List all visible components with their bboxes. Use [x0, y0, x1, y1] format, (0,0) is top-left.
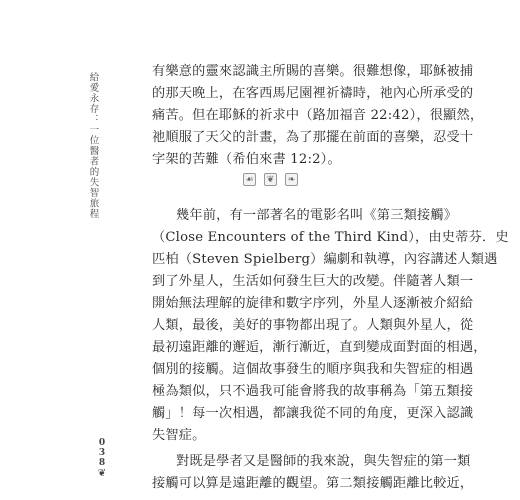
body-text-line: 匹柏（Steven Spielberg）編劇和執導，內容講述人類遇 [152, 252, 498, 267]
body-text-line: 失智症。 [152, 428, 206, 443]
body-text-line: 最初遠距離的邂逅，漸行漸近，直到變成面對面的相遇， [152, 340, 487, 355]
body-text-line: 痛苦。但在耶穌的祈求中（路加福音 22:42），很顯然， [152, 108, 484, 123]
body-text-line: 幾年前，有一部著名的電影名叫《第三類接觸》 [176, 208, 458, 223]
ornament-icon: ❧ [285, 173, 298, 186]
body-text-line: 對既是學者又是醫師的我來說，與失智症的第一類 [176, 454, 471, 469]
body-text-line: 的那天晚上，在客西馬尼園裡祈禱時，祂內心所承受的 [152, 86, 474, 101]
body-text-line: 祂順服了天父的計畫，為了那擺在前面的喜樂，忍受十 [152, 130, 474, 145]
body-text-line: （Close Encounters of the Third Kind），由史蒂芬．史 [152, 230, 509, 245]
leaf-ornament-icon: ❦ [97, 468, 107, 479]
body-text-line: 人類，最後，美好的事物都出現了。人類與外星人，從 [152, 318, 474, 333]
page-number-digit: 8 [98, 458, 106, 468]
body-text-line: 觸」！每一次相遇，都讓我從不同的角度，更深入認識 [152, 406, 474, 421]
page-number [97, 438, 107, 479]
body-text-line: 字架的苦難（希伯來書 12:2）。 [152, 152, 341, 167]
ornament-icon: ❦ [264, 173, 277, 186]
page-number-digit: 0 [98, 438, 106, 448]
ornament-icon: ☙ [243, 173, 256, 186]
body-text-line: 開始無法理解的旋律和數字序列，外星人逐漸被介紹給 [152, 296, 474, 311]
section-break-ornaments [243, 173, 298, 186]
body-text-line: 有樂意的靈來認識主所賜的喜樂。很難想像，耶穌被捕 [152, 64, 474, 79]
body-text-line: 極為類似，只不過我可能會將我的故事稱為「第五類接 [152, 384, 474, 399]
running-head: 給愛永存：一位醫者的失智旅程 [87, 72, 99, 219]
body-text-line: 到了外星人，生活如何發生巨大的改變。伴隨著人類一 [152, 274, 474, 289]
body-text-line: 個別的接觸。這個故事發生的順序與我和失智症的相遇 [152, 362, 474, 377]
body-text-line: 接觸可以算是遠距離的觀望。第二類接觸距離比較近， [152, 476, 474, 491]
page-number-digit: 3 [98, 448, 106, 458]
